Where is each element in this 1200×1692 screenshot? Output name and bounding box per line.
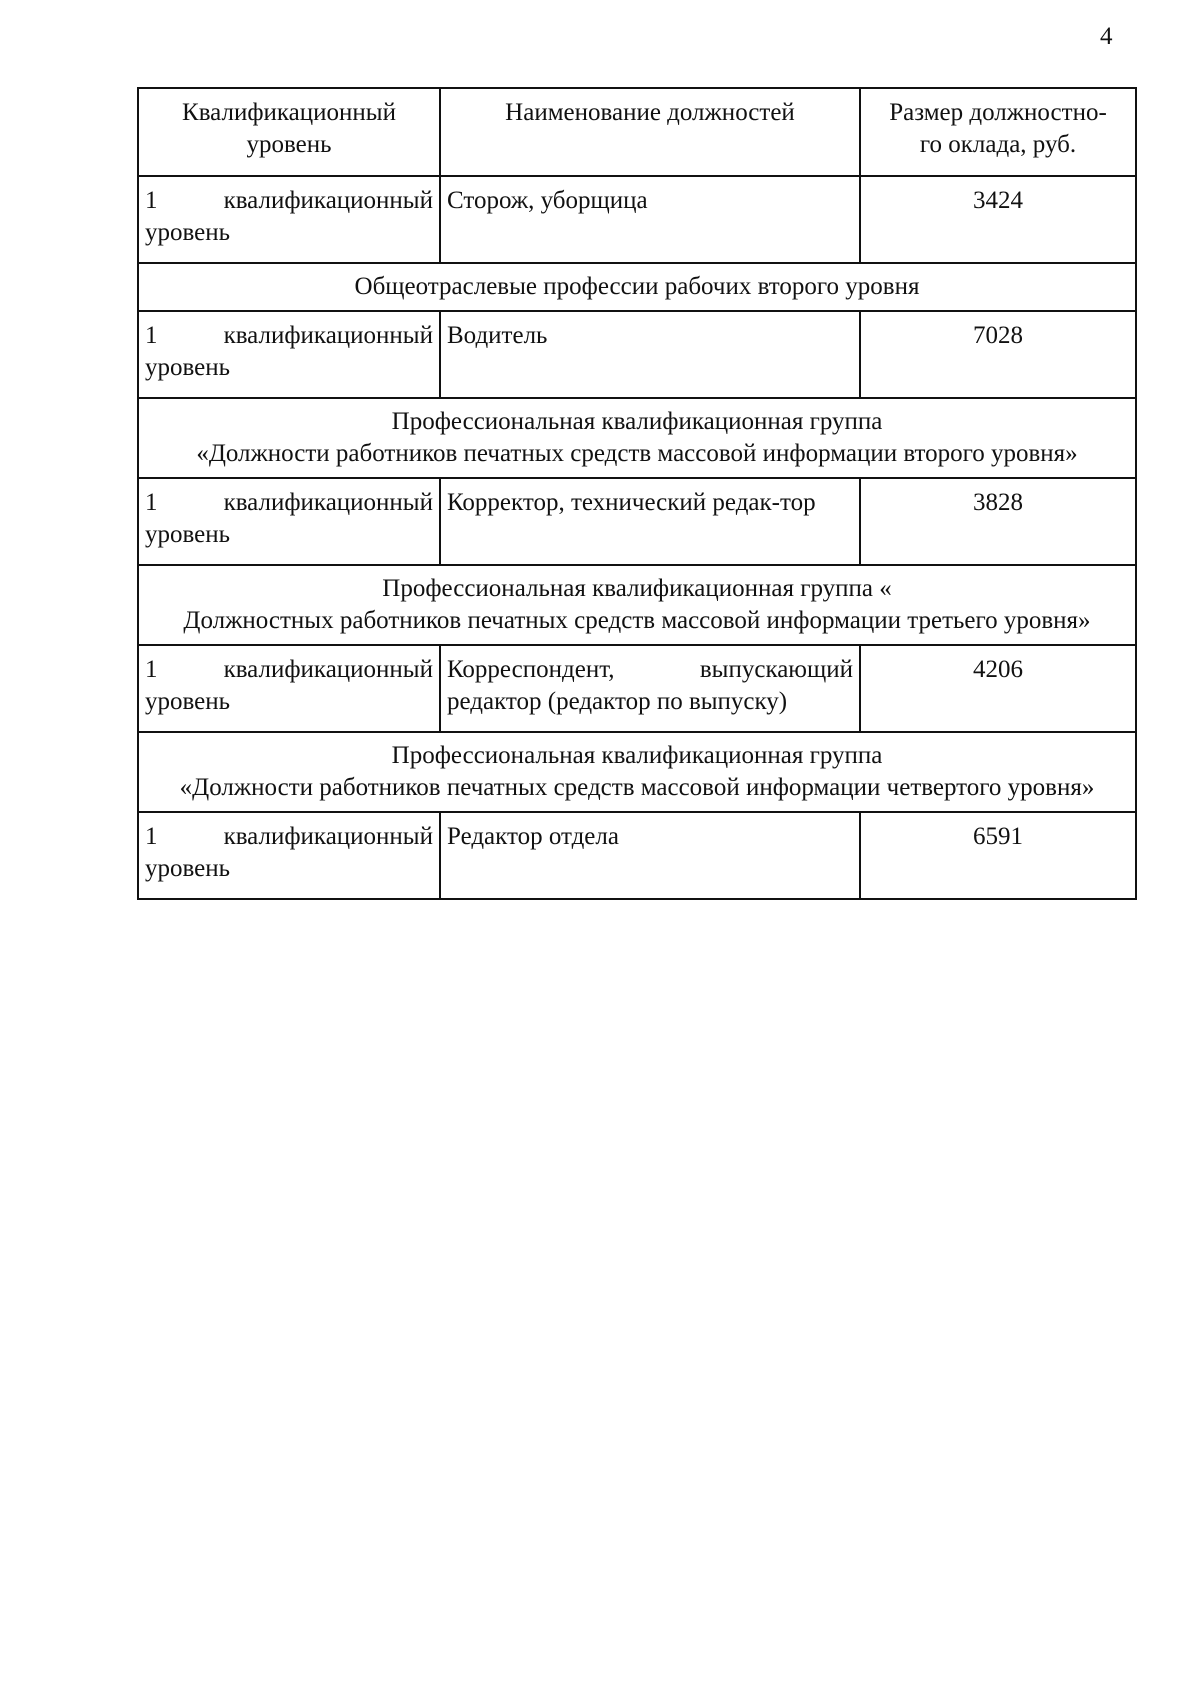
group-heading-row — [138, 565, 1136, 645]
group-heading — [138, 263, 1136, 311]
level-cell: 1 квалификационный уровень — [138, 645, 440, 732]
level-cell: 1 квалификационный уровень — [138, 311, 440, 398]
level-cell: 1 квалификационный уровень — [138, 176, 440, 263]
level-cell: 1 квалификационный уровень — [138, 478, 440, 565]
salary-cell: 6591 — [860, 812, 1136, 899]
table-row — [138, 311, 1136, 398]
group-heading-row — [138, 398, 1136, 478]
group-heading-line: Профессиональная квалификационная группа « — [382, 575, 892, 602]
position-cell: Редактор отдела — [440, 812, 860, 899]
salary-cell: 4206 — [860, 645, 1136, 732]
table-row — [138, 176, 1136, 263]
group-heading-line: «Должности работников печатных средств массовой информации четвертого уровня» — [179, 774, 1095, 801]
position-cell: Корректор, технический редак-тор — [440, 478, 860, 565]
header-salary — [860, 88, 1136, 176]
group-heading-line: Общеотраслевые профессии рабочих второго уровня — [354, 273, 920, 300]
group-heading — [138, 565, 1136, 645]
table-header-row — [138, 88, 1136, 176]
group-heading-line: Должностных работников печатных средств массовой информации третьего уровня» — [183, 607, 1091, 634]
salary-table — [137, 87, 1137, 900]
header-salary-line: го оклада, руб. — [919, 131, 1077, 158]
table-row — [138, 478, 1136, 565]
salary-cell: 3424 — [860, 176, 1136, 263]
header-level: Квалификационный уровень — [138, 88, 440, 176]
group-heading-row — [138, 263, 1136, 311]
page-number: 4 — [1100, 23, 1113, 50]
position-cell: Корреспондент, выпускающий редактор (редактор по выпуску) — [440, 645, 860, 732]
group-heading-line: Профессиональная квалификационная группа — [391, 408, 883, 435]
header-position: Наименование должностей — [440, 88, 860, 176]
level-cell: 1 квалификационный уровень — [138, 812, 440, 899]
group-heading-row — [138, 732, 1136, 812]
salary-cell: 7028 — [860, 311, 1136, 398]
position-cell: Сторож, уборщица — [440, 176, 860, 263]
group-heading — [138, 732, 1136, 812]
table-row — [138, 812, 1136, 899]
group-heading-line: «Должности работников печатных средств массовой информации второго уровня» — [196, 440, 1078, 467]
position-cell: Водитель — [440, 311, 860, 398]
group-heading — [138, 398, 1136, 478]
salary-cell: 3828 — [860, 478, 1136, 565]
header-salary-line: Размер должностно- — [889, 99, 1107, 126]
group-heading-line: Профессиональная квалификационная группа — [391, 742, 883, 769]
table-row — [138, 645, 1136, 732]
